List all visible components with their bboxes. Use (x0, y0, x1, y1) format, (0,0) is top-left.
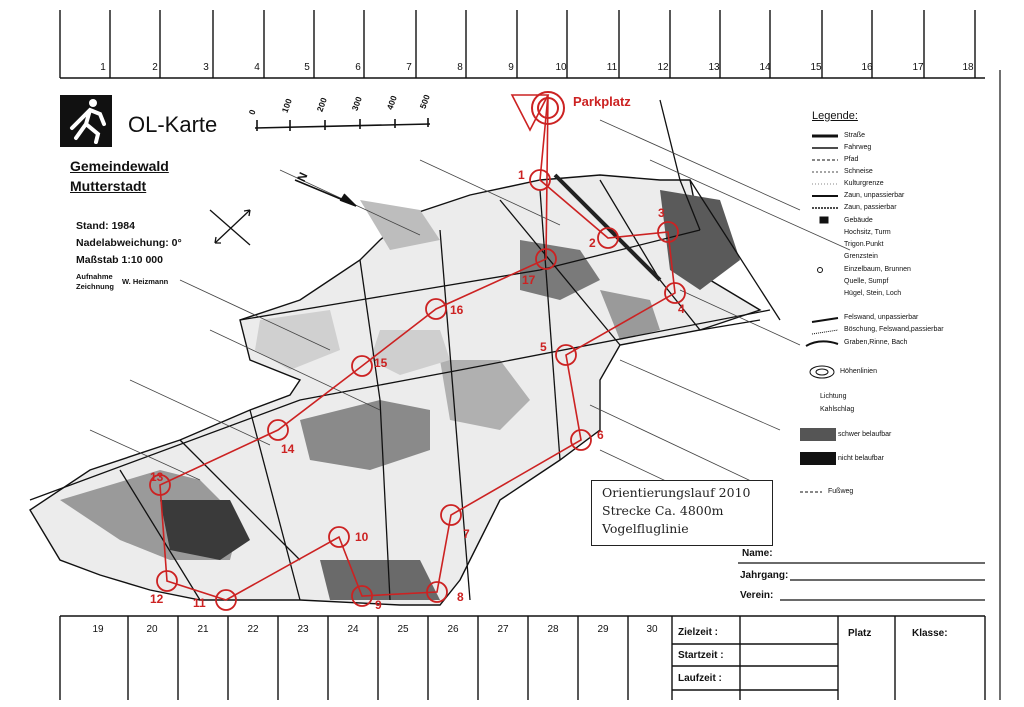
course-info-length: Strecke Ca. 4800m (602, 503, 724, 518)
legend-item-gebaeude: Gebäude (844, 217, 873, 224)
grid-number-bottom-22: 22 (247, 624, 259, 635)
scale-label-500: 500 (417, 93, 432, 110)
grid-number-bottom-30: 30 (646, 624, 658, 635)
map-nadelabweichung: Nadelabweichung: 0° (76, 237, 182, 249)
map-zeichnung: Zeichnung (76, 282, 114, 291)
legend-item-huegel: Hügel, Stein, Loch (844, 290, 902, 297)
legend-item-pfad: Pfad (844, 156, 859, 163)
legend-item-schneise: Schneise (844, 168, 873, 175)
control-label-10: 10 (355, 530, 369, 544)
grid-number-top-1: 1 (100, 62, 106, 73)
grid-number-top-2: 2 (152, 62, 158, 73)
map-aufnahme: Aufnahme (76, 272, 113, 281)
grid-number-bottom-27: 27 (497, 624, 509, 635)
legend-item-zaun-unpassierbar: Zaun, unpassierbar (844, 192, 905, 199)
legend-item-kulturgrenze: Kulturgrenze (844, 180, 884, 187)
control-label-7: 7 (463, 527, 470, 541)
legend-item-strasse: Straße (844, 132, 866, 139)
grid-number-top-10: 10 (555, 62, 567, 73)
control-label-8: 8 (457, 590, 464, 604)
top-grid (60, 10, 985, 78)
control-label-6: 6 (597, 428, 604, 442)
control-label-15: 15 (374, 356, 388, 370)
grid-number-bottom-20: 20 (146, 624, 158, 635)
legend-item-fahrweg: Fahrweg (844, 144, 872, 151)
map-massstab: Maßstab 1:10 000 (76, 254, 163, 266)
course-info-title: Orientierungslauf 2010 (602, 485, 751, 500)
control-label-9: 9 (375, 598, 382, 612)
map-subtitle-1: Gemeindewald (70, 158, 169, 174)
form-lines (738, 563, 985, 600)
grid-number-top-11: 11 (606, 62, 618, 73)
legend-title: Legende: (812, 110, 858, 122)
legend-item-zaun-passierbar: Zaun, passierbar (844, 204, 897, 211)
legend-item-lichtung: Lichtung (820, 393, 847, 400)
legend-item-schwer: schwer belaufbar (838, 431, 892, 438)
grid-number-top-12: 12 (657, 62, 669, 73)
grid-number-top-4: 4 (254, 62, 260, 73)
scale-label-0: 0 (246, 108, 258, 116)
control-label-16: 16 (450, 303, 464, 317)
legend-item-boeschung: Böschung, Felswand,passierbar (844, 326, 944, 333)
grid-number-top-6: 6 (355, 62, 361, 73)
control-label-5: 5 (540, 340, 547, 354)
grid-number-top-18: 18 (962, 62, 974, 73)
control-label-1: 1 (518, 168, 525, 182)
ol-logo-runner (60, 95, 112, 147)
map-title: OL-Karte (128, 112, 218, 137)
grid-number-top-5: 5 (304, 62, 310, 73)
control-label-3: 3 (658, 206, 665, 220)
control-label-13: 13 (150, 470, 164, 484)
north-arrow (295, 180, 356, 206)
legend-item-einzelbaum: Einzelbaum, Brunnen (844, 266, 911, 273)
grid-number-bottom-29: 29 (597, 624, 609, 635)
legend-swatch-difficult (800, 428, 836, 441)
control-label-14: 14 (281, 442, 295, 456)
form-verein-label: Verein: (740, 590, 774, 601)
scale-bar (255, 118, 430, 131)
control-label-11: 11 (193, 596, 206, 610)
form-klasse-label: Klasse: (912, 628, 948, 639)
north-label: N (294, 170, 311, 184)
scale-label-300: 300 (349, 95, 364, 112)
legend-item-hochsitz: Hochsitz, Turm (844, 229, 891, 236)
control-label-17: 17 (522, 273, 536, 287)
scale-label-100: 100 (279, 97, 294, 114)
legend-item-kahlschlag: Kahlschlag (820, 406, 855, 413)
grid-number-top-15: 15 (810, 62, 822, 73)
form-laufzeit-label: Laufzeit : (678, 673, 722, 684)
grid-number-bottom-26: 26 (447, 624, 459, 635)
grid-number-top-7: 7 (406, 62, 412, 73)
legend-swatch-impassable (800, 452, 836, 465)
control-label-4: 4 (678, 302, 685, 316)
grid-number-top-13: 13 (708, 62, 720, 73)
form-platz-label: Platz (848, 628, 872, 639)
legend-item-fussweg: Fußweg (828, 488, 854, 495)
scale-label-200: 200 (314, 96, 329, 113)
grid-number-top-17: 17 (912, 62, 924, 73)
course-info-box (591, 480, 773, 546)
grid-number-top-14: 14 (759, 62, 771, 73)
grid-number-top-3: 3 (203, 62, 209, 73)
legend-item-nicht: nicht belaufbar (838, 455, 884, 462)
grid-number-bottom-25: 25 (397, 624, 409, 635)
grid-number-bottom-24: 24 (347, 624, 359, 635)
scale-label-400: 400 (384, 94, 399, 111)
form-zielzeit-label: Zielzeit : (678, 627, 719, 638)
grid-number-bottom-21: 21 (197, 624, 209, 635)
compass-cross (210, 210, 250, 245)
legend-item-graben: Graben,Rinne, Bach (844, 339, 908, 346)
grid-number-bottom-19: 19 (92, 624, 104, 635)
form-startzeit-label: Startzeit : (678, 650, 724, 661)
legend-item-felswand: Felswand, unpassierbar (844, 314, 919, 321)
course-info-type: Vogelfluglinie (602, 521, 689, 536)
map-author: W. Heizmann (122, 277, 169, 286)
grid-number-top-16: 16 (861, 62, 873, 73)
control-label-2: 2 (589, 236, 596, 250)
form-jahrgang-label: Jahrgang: (740, 570, 789, 581)
legend-item-quelle: Quelle, Sumpf (844, 278, 889, 285)
map-stand: Stand: 1984 (76, 220, 135, 232)
map-subtitle-2: Mutterstadt (70, 178, 147, 194)
grid-number-bottom-23: 23 (297, 624, 309, 635)
control-label-12: 12 (150, 592, 164, 606)
form-name-label: Name: (742, 548, 773, 559)
grid-number-bottom-28: 28 (547, 624, 559, 635)
grid-number-top-8: 8 (457, 62, 463, 73)
legend-item-trigon: Trigon.Punkt (844, 241, 884, 248)
parkplatz-label: Parkplatz (573, 94, 631, 109)
legend-item-hoehenlinien: Höhenlinien (840, 368, 877, 375)
legend-item-grenzstein: Grenzstein (844, 253, 878, 260)
grid-number-top-9: 9 (508, 62, 514, 73)
